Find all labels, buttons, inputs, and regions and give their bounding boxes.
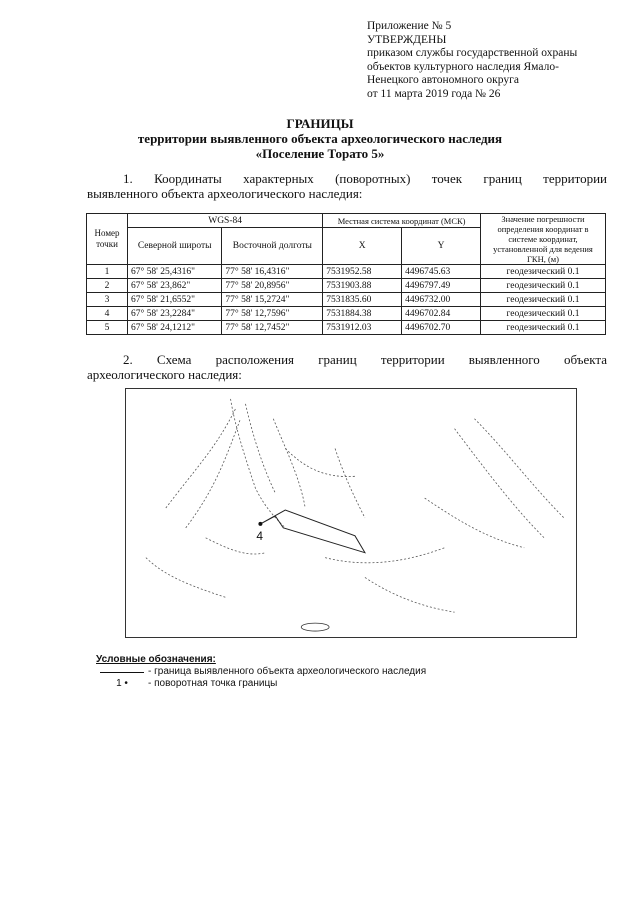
turning-point-4: [258, 522, 262, 526]
contour-line: [325, 548, 444, 563]
contour-line: [474, 419, 564, 518]
turning-point-label: 4: [256, 528, 264, 543]
scheme-drawing: [126, 389, 576, 637]
section-2-paragraph: [87, 352, 607, 382]
cell-latitude: 67° 58' 23,862": [128, 279, 222, 293]
appendix-line: УТВЕРЖДЕНЫ: [367, 33, 447, 46]
header-longitude: Восточной долготы: [222, 228, 323, 265]
cell-y: 4496702.70: [402, 321, 481, 335]
cell-longitude: 77° 58' 12,7596": [222, 307, 323, 321]
appendix-line: от 11 марта 2019 года № 26: [367, 87, 501, 100]
cell-latitude: 67° 58' 21,6552": [128, 293, 222, 307]
table-row: [87, 307, 606, 321]
cell-x: 7531884.38: [323, 307, 402, 321]
cell-error: геодезический 0.1: [481, 293, 606, 307]
contour-line: [273, 419, 305, 508]
appendix-line: приказом службы государственной охраны: [367, 47, 578, 59]
header-msk: Местная система координат (МСК): [323, 214, 481, 228]
boundary-polygon: [260, 510, 365, 553]
legend-boundary-text: - граница выявленного объекта археологического наследия: [148, 666, 427, 677]
contour-line: [425, 498, 525, 548]
title-line: «Поселение Торато 5»: [255, 146, 385, 161]
cell-y: 4496702.84: [402, 307, 481, 321]
cell-latitude: 67° 58' 24,1212": [128, 321, 222, 335]
cell-latitude: 67° 58' 25,4316": [128, 265, 222, 279]
cell-x: 7531912.03: [323, 321, 402, 335]
cell-number: 4: [87, 307, 128, 321]
cell-error: геодезический 0.1: [481, 321, 606, 335]
header-x: X: [323, 228, 402, 265]
cell-number: 2: [87, 279, 128, 293]
contour-line: [231, 399, 286, 528]
section-1-paragraph: [87, 171, 607, 201]
cell-error: геодезический 0.1: [481, 307, 606, 321]
cell-number: 1: [87, 265, 128, 279]
cell-error: геодезический 0.1: [481, 265, 606, 279]
cell-error: геодезический 0.1: [481, 279, 606, 293]
boundary-scheme-map: [125, 388, 577, 638]
document-title: [0, 116, 640, 161]
header-latitude: Северной широты: [128, 228, 222, 265]
section-2-line-2: археологического наследия:: [87, 367, 242, 382]
cell-longitude: 77° 58' 20,8956": [222, 279, 323, 293]
appendix-line: объектов культурного наследия Ямало-: [367, 60, 559, 73]
cell-x: 7531952.58: [323, 265, 402, 279]
cell-y: 4496797.49: [402, 279, 481, 293]
header-y: Y: [402, 228, 481, 265]
table-row: [87, 321, 606, 335]
table-row: [87, 265, 606, 279]
cell-x: 7531835.60: [323, 293, 402, 307]
appendix-line: Ненецкого автономного округа: [367, 74, 519, 86]
map-symbol: [301, 623, 329, 631]
cell-longitude: 77° 58' 16,4316": [222, 265, 323, 279]
header-error: Значение погрешности определения координат в системе координат, установленной для ведения ГКН, (м): [481, 214, 606, 265]
table-header-row: [87, 214, 606, 228]
appendix-block: [367, 20, 607, 101]
cell-number: 3: [87, 293, 128, 307]
cell-x: 7531903.88: [323, 279, 402, 293]
header-point-number: Номер точки: [87, 214, 128, 265]
appendix-line: Приложение № 5: [367, 20, 452, 32]
section-2-line-1: 2. Схема расположения границ территории выявленного объекта: [123, 352, 607, 367]
contour-line: [335, 449, 365, 518]
table-row: [87, 279, 606, 293]
boundary-line-sample: [100, 672, 144, 673]
legend-point-row: [100, 678, 426, 690]
contour-line: [245, 404, 275, 493]
contour-line: [146, 558, 226, 598]
section-1-line-1: 1. Координаты характерных (поворотных) точек границ территории: [123, 171, 607, 186]
legend-title: Условные обозначения:: [96, 654, 216, 665]
section-1-line-2: выявленного объекта археологического наследия:: [87, 186, 363, 201]
table-row: [87, 293, 606, 307]
legend-boundary-row: [100, 666, 426, 678]
legend-point-text: - поворотная точка границы: [148, 678, 278, 689]
header-wgs84: WGS-84: [128, 214, 323, 228]
legend: [96, 654, 426, 690]
boundary-line: [260, 510, 365, 553]
cell-number: 5: [87, 321, 128, 335]
title-line: ГРАНИЦЫ: [286, 116, 354, 131]
cell-y: 4496745.63: [402, 265, 481, 279]
contour-lines: [146, 399, 564, 612]
coordinates-table: [86, 213, 606, 335]
contour-line: [285, 449, 355, 477]
turning-point-sample: 1 •: [116, 678, 128, 689]
cell-latitude: 67° 58' 23,2284": [128, 307, 222, 321]
cell-y: 4496732.00: [402, 293, 481, 307]
cell-longitude: 77° 58' 15,2724": [222, 293, 323, 307]
cell-longitude: 77° 58' 12,7452": [222, 321, 323, 335]
contour-line: [365, 577, 455, 612]
title-line: территории выявленного объекта археологического наследия: [137, 131, 503, 146]
contour-line: [186, 419, 241, 528]
